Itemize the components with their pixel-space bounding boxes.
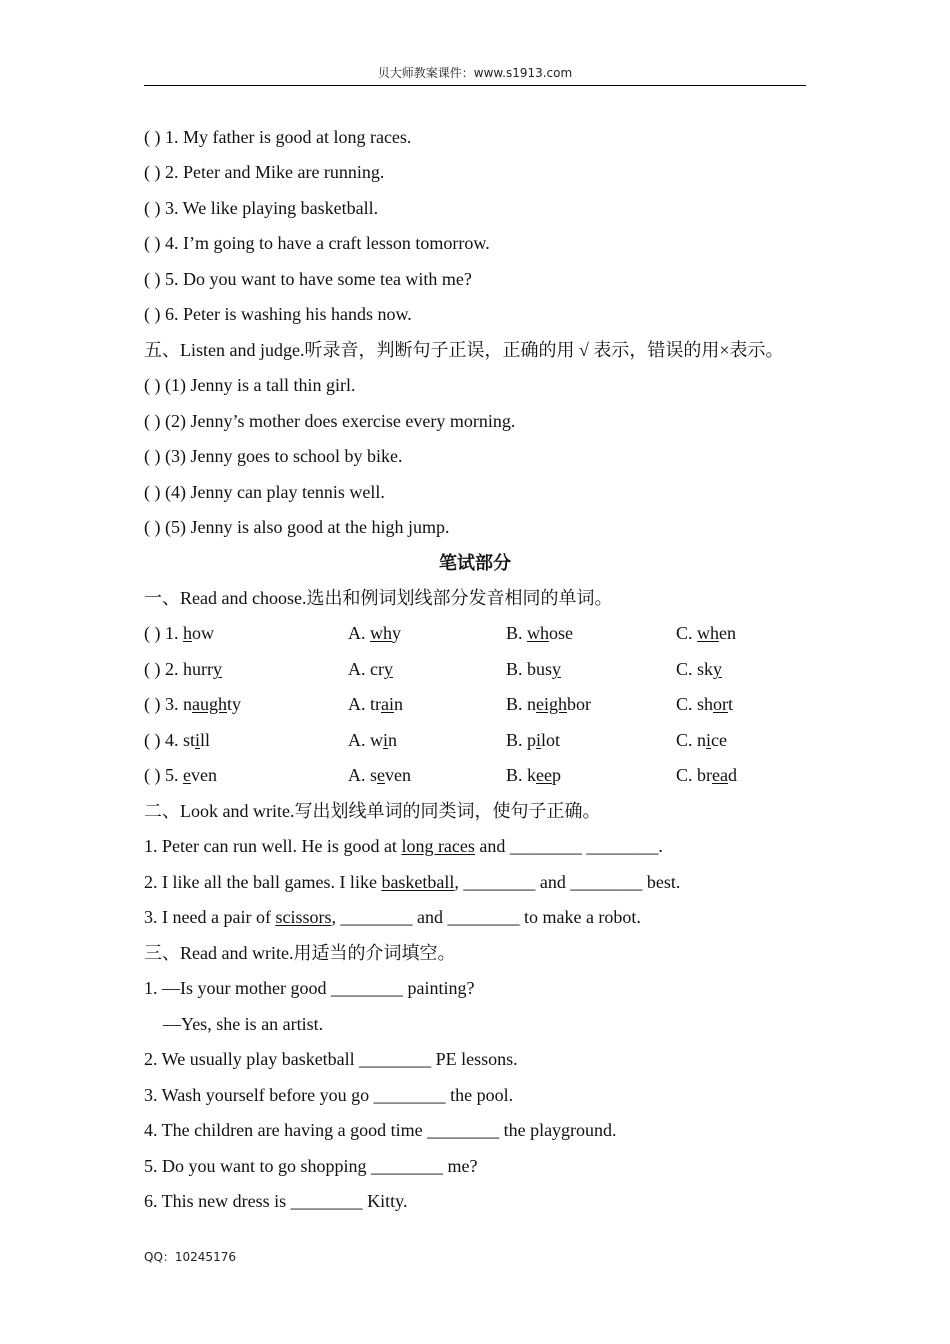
preposition-item-2: 2. We usually play basketball ________ PE lessons. bbox=[144, 1049, 518, 1069]
section-heading-read-write: 三、Read and write.用适当的介词填空。 bbox=[144, 943, 456, 963]
choose-row-3-option-a: A. train bbox=[348, 694, 403, 714]
look-write-item-1: 1. Peter can run well. He is good at long races and ________ ________. bbox=[144, 836, 663, 856]
judge-item-3: ( ) (3) Jenny goes to school by bike. bbox=[144, 446, 403, 466]
choose-row-5-option-a: A. seven bbox=[348, 765, 412, 785]
underlined-letters: e bbox=[183, 765, 191, 785]
underlined-letters: y bbox=[212, 659, 222, 679]
judge-item-2: ( ) (2) Jenny’s mother does exercise every morning. bbox=[144, 411, 516, 431]
choose-row-1-option-b: B. whose bbox=[506, 623, 574, 643]
choose-row-5-question: ( ) 5. even bbox=[144, 765, 217, 785]
choose-row-2-question: ( ) 2. hurry bbox=[144, 659, 222, 679]
listening-item-3: ( ) 3. We like playing basketball. bbox=[144, 198, 379, 218]
underlined-letters: i bbox=[383, 730, 389, 750]
listening-item-4: ( ) 4. I’m going to have a craft lesson tomorrow. bbox=[144, 233, 490, 253]
preposition-item-1-answer: —Yes, she is an artist. bbox=[163, 1014, 324, 1034]
header-divider bbox=[144, 85, 806, 86]
choose-row-4-option-c: C. nice bbox=[676, 730, 728, 750]
underlined-word: basketball bbox=[381, 872, 455, 892]
choose-row-5-option-b: B. keep bbox=[506, 765, 561, 785]
underlined-letters: i bbox=[195, 730, 201, 750]
section-heading-read-choose: 一、Read and choose.选出和例词划线部分发音相同的单词。 bbox=[144, 588, 613, 608]
choose-row-5-option-c: C. bread bbox=[676, 765, 737, 785]
underlined-letters: h bbox=[183, 623, 192, 643]
section-heading-look-write: 二、Look and write.写出划线单词的同类词，使句子正确。 bbox=[144, 801, 601, 821]
listening-item-6: ( ) 6. Peter is washing his hands now. bbox=[144, 304, 412, 324]
preposition-item-6: 6. This new dress is ________ Kitty. bbox=[144, 1191, 408, 1211]
choose-row-4-question: ( ) 4. still bbox=[144, 730, 211, 750]
written-section-title: 笔试部分 bbox=[439, 553, 511, 573]
page-header: 贝大师教案课件：www.s1913.com bbox=[377, 66, 573, 80]
underlined-letters: e bbox=[377, 765, 386, 785]
underlined-word: long races bbox=[401, 836, 475, 856]
underlined-letters: ai bbox=[381, 694, 394, 714]
underlined-letters: ea bbox=[712, 765, 728, 785]
underlined-letters: y bbox=[552, 659, 562, 679]
underlined-letters: augh bbox=[192, 694, 227, 714]
underlined-letters: y bbox=[383, 659, 393, 679]
underlined-word: scissors bbox=[275, 907, 332, 927]
judge-item-1: ( ) (1) Jenny is a tall thin girl. bbox=[144, 375, 356, 395]
underlined-letters: eigh bbox=[536, 694, 568, 714]
listening-item-5: ( ) 5. Do you want to have some tea with me? bbox=[144, 269, 472, 289]
choose-row-1-question: ( ) 1. how bbox=[144, 623, 214, 643]
choose-row-1-option-c: C. when bbox=[676, 623, 737, 643]
underlined-letters: wh bbox=[370, 623, 392, 643]
preposition-item-3: 3. Wash yourself before you go ________ the pool. bbox=[144, 1085, 514, 1105]
underlined-letters: wh bbox=[697, 623, 720, 643]
look-write-item-2: 2. I like all the ball games. I like basketball, ________ and ________ best. bbox=[144, 872, 681, 892]
underlined-letters: ee bbox=[536, 765, 552, 785]
choose-row-4-option-b: B. pilot bbox=[506, 730, 561, 750]
choose-row-2-option-b: B. busy bbox=[506, 659, 562, 679]
look-write-item-3: 3. I need a pair of scissors, ________ and ________ to make a robot. bbox=[144, 907, 641, 927]
preposition-item-5: 5. Do you want to go shopping ________ me? bbox=[144, 1156, 478, 1176]
section-heading-listen-judge: 五、Listen and judge.听录音，判断句子正误，正确的用 √ 表示，错误的用×表示。 bbox=[144, 340, 784, 360]
choose-row-4-option-a: A. win bbox=[348, 730, 398, 750]
preposition-item-4: 4. The children are having a good time ________ the playground. bbox=[144, 1120, 617, 1140]
choose-row-2-option-a: A. cry bbox=[348, 659, 393, 679]
page-footer: QQ：10245176 bbox=[144, 1250, 236, 1264]
underlined-letters: i bbox=[706, 730, 712, 750]
choose-row-3-question: ( ) 3. naughty bbox=[144, 694, 242, 714]
judge-item-5: ( ) (5) Jenny is also good at the high jump. bbox=[144, 517, 450, 537]
underlined-letters: wh bbox=[527, 623, 550, 643]
listening-item-1: ( ) 1. My father is good at long races. bbox=[144, 127, 412, 147]
judge-item-4: ( ) (4) Jenny can play tennis well. bbox=[144, 482, 385, 502]
preposition-item-1: 1. —Is your mother good ________ painting? bbox=[144, 978, 475, 998]
choose-row-1-option-a: A. why bbox=[348, 623, 401, 643]
choose-row-2-option-c: C. sky bbox=[676, 659, 723, 679]
choose-row-3-option-c: C. short bbox=[676, 694, 734, 714]
underlined-letters: i bbox=[536, 730, 542, 750]
choose-row-3-option-b: B. neighbor bbox=[506, 694, 592, 714]
underlined-letters: or bbox=[713, 694, 729, 714]
listening-item-2: ( ) 2. Peter and Mike are running. bbox=[144, 162, 385, 182]
underlined-letters: y bbox=[713, 659, 723, 679]
